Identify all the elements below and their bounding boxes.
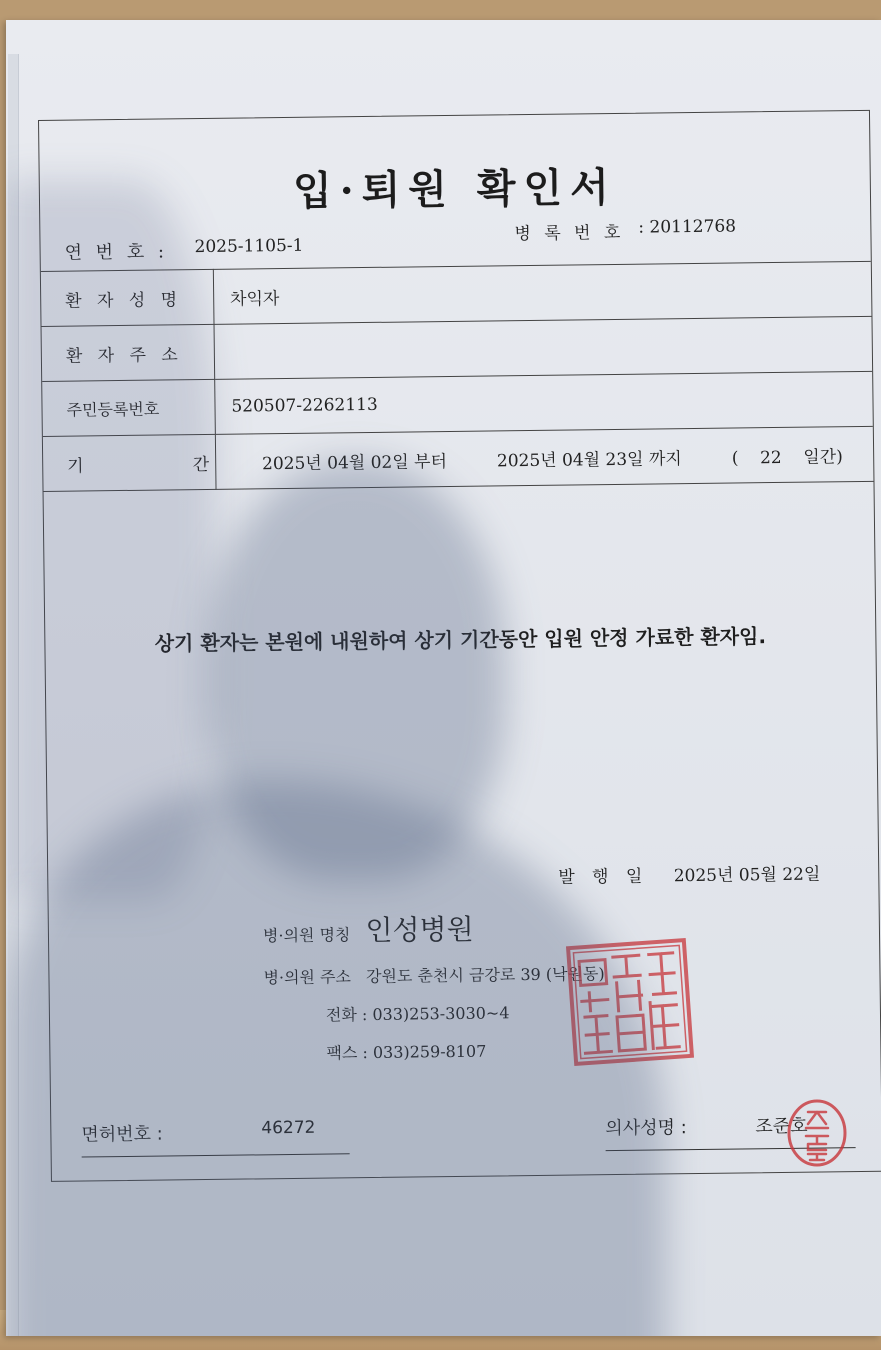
issue-date-row — [558, 859, 820, 887]
hospital-address-value: 강원도 춘천시 금강로 39 (낙원동) — [365, 964, 605, 987]
issue-date-value: 2025년 05월 22일 — [673, 864, 821, 887]
hospital-name-value: 인성병원 — [365, 912, 474, 948]
document-title: 입·퇴원 확인서 — [292, 163, 617, 215]
period-label — [43, 434, 216, 491]
record-number-value: : 20112768 — [638, 216, 737, 238]
license-value: 46272 — [261, 1117, 316, 1139]
hospital-name-label: 병·의원 명칭 — [262, 925, 351, 946]
license-field — [81, 1117, 349, 1157]
table-row — [43, 426, 874, 491]
doctor-label: 의사성명 : — [605, 1117, 687, 1140]
period-days: ( 22 일간) — [731, 446, 843, 469]
patient-name-label: 환 자 성 명 — [41, 269, 214, 326]
hospital-address-label: 병·의원 주소 — [263, 967, 352, 988]
doctor-value: 조준호 — [755, 1115, 808, 1138]
doctor-seal-stamp — [786, 1098, 848, 1168]
hospital-phone: 전화 : 033)253-3030~4 — [325, 1003, 510, 1025]
period-from: 2025년 04월 02일 부터 — [261, 451, 448, 474]
resident-number-value: 520507-2262113 — [215, 371, 873, 434]
table-row — [42, 316, 873, 381]
table-row — [41, 261, 872, 326]
hospital-name-row — [262, 912, 474, 948]
hospital-fax: 팩스 : 033)259-8107 — [326, 1041, 487, 1063]
period-label-text: 기 간 — [67, 454, 215, 477]
period-to: 2025년 04월 23일 까지 — [496, 448, 682, 471]
patient-address-label: 환 자 주 소 — [42, 324, 215, 381]
license-label: 면허번호 : — [81, 1123, 163, 1146]
certificate-frame — [38, 110, 881, 1182]
certification-statement: 상기 환자는 본원에 내원하여 상기 기간동안 입원 안정 가료한 환자임. — [154, 624, 767, 656]
hospital-address-row — [263, 966, 604, 986]
table-row — [42, 371, 873, 436]
period-value — [215, 426, 873, 489]
issue-date-label: 발 행 일 — [558, 866, 649, 888]
paper-edge — [8, 54, 19, 1336]
patient-address-value — [214, 316, 872, 379]
hospital-seal-stamp — [562, 934, 699, 1071]
serial-value: 2025-1105-1 — [194, 235, 304, 258]
serial-label: 연 번 호 : — [64, 241, 169, 264]
paper-sheet — [6, 20, 881, 1336]
record-number-label: 병 록 번 호 — [514, 222, 625, 245]
patient-info-table — [41, 261, 874, 492]
resident-number-label: 주민등록번호 — [42, 379, 215, 436]
patient-name-value: 차익자 — [213, 261, 871, 324]
signature-footer — [51, 1111, 881, 1146]
